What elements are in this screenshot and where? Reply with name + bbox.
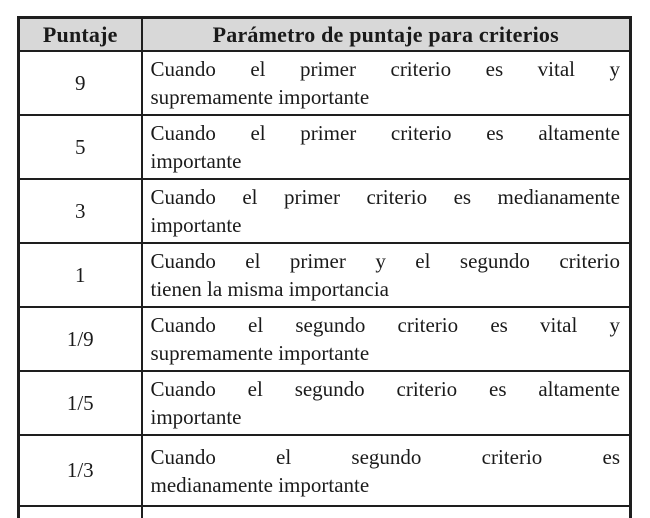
score-value: 3 bbox=[19, 179, 142, 243]
parameter-description bbox=[142, 51, 631, 115]
score-value: 1 bbox=[19, 243, 142, 307]
description-line: tienen la misma importancia bbox=[150, 277, 390, 301]
description-line: Cuando el primer criterio es medianamente bbox=[150, 185, 620, 209]
table-row-cutoff bbox=[19, 506, 631, 518]
table-row bbox=[19, 51, 631, 115]
score-value: 1/9 bbox=[19, 307, 142, 371]
parameter-description-empty bbox=[142, 506, 631, 518]
description-line: Cuando el segundo criterio es vital y bbox=[150, 313, 620, 337]
table-header-row bbox=[19, 18, 631, 52]
description-line: medianamente importante bbox=[150, 472, 370, 497]
parameter-description bbox=[142, 115, 631, 179]
description-line: Cuando el primer y el segundo criterio bbox=[150, 249, 620, 273]
table-row bbox=[19, 115, 631, 179]
description-line: Cuando el primer criterio es altamente bbox=[150, 121, 620, 145]
table-row bbox=[19, 435, 631, 506]
score-value: 1/5 bbox=[19, 371, 142, 435]
score-value: 5 bbox=[19, 115, 142, 179]
header-parameter: Parámetro de puntaje para criterios bbox=[142, 18, 631, 52]
description-line: supremamente importante bbox=[150, 85, 370, 109]
parameter-description bbox=[142, 371, 631, 435]
table-row bbox=[19, 307, 631, 371]
description-line: importante bbox=[150, 405, 242, 429]
score-value: 1/3 bbox=[19, 435, 142, 506]
table-row bbox=[19, 243, 631, 307]
description-line: Cuando el segundo criterio es altamente bbox=[150, 377, 620, 401]
table-row bbox=[19, 371, 631, 435]
description-line: supremamente importante bbox=[150, 341, 370, 365]
score-value: 9 bbox=[19, 51, 142, 115]
parameter-description bbox=[142, 307, 631, 371]
parameter-description bbox=[142, 435, 631, 506]
header-score: Puntaje bbox=[19, 18, 142, 52]
description-line: importante bbox=[150, 213, 242, 237]
scoring-criteria-table bbox=[17, 16, 632, 518]
description-line: Cuando el primer criterio es vital y bbox=[150, 57, 620, 81]
table-row bbox=[19, 179, 631, 243]
parameter-description bbox=[142, 243, 631, 307]
parameter-description bbox=[142, 179, 631, 243]
description-line: importante bbox=[150, 149, 242, 173]
description-line: Cuando el segundo criterio es bbox=[150, 444, 620, 469]
score-value-empty bbox=[19, 506, 142, 518]
